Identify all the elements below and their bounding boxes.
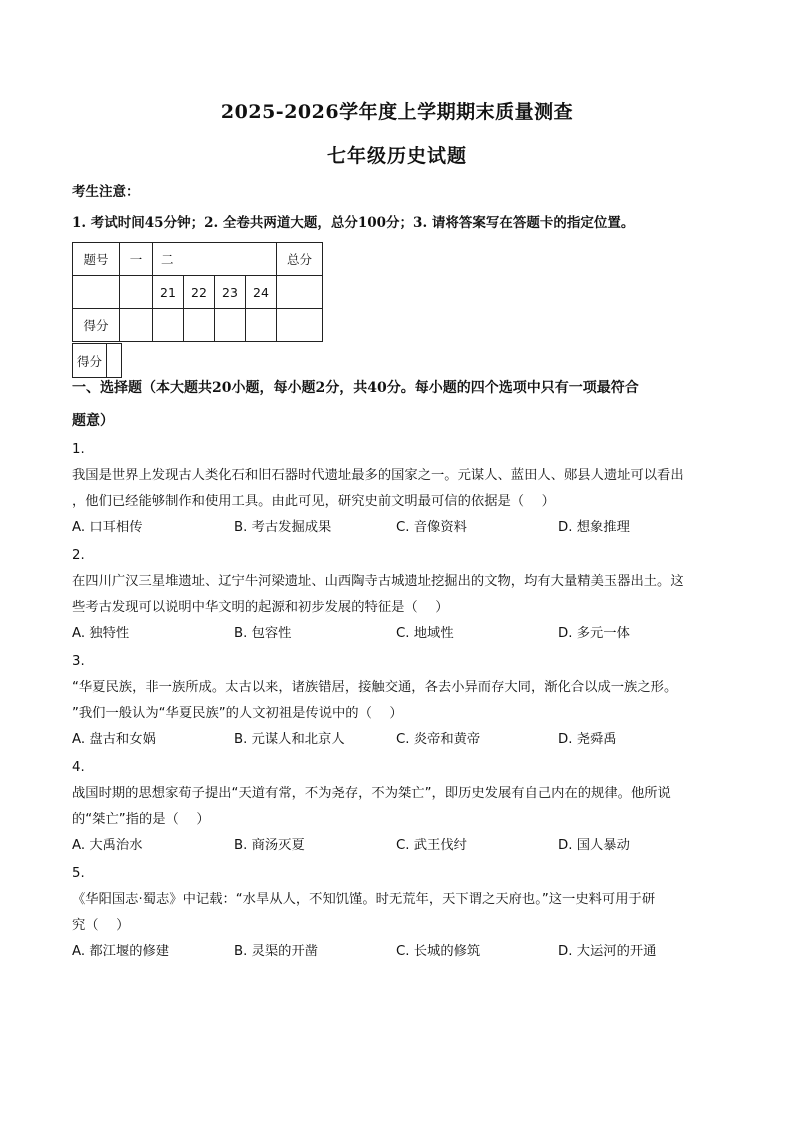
answer-option: D. 多元一体 bbox=[558, 626, 630, 641]
section-heading: 一、选择题（本大题共20小题，每小题2分，共40分。每小题的四个选项中只有一项最符合 bbox=[72, 380, 639, 396]
score-table-part-two bbox=[153, 243, 277, 276]
score-table-cell bbox=[153, 309, 184, 342]
question-options bbox=[72, 515, 722, 541]
question-text: 究（ ） bbox=[72, 918, 130, 933]
question-item bbox=[72, 543, 722, 647]
score-table bbox=[72, 242, 323, 342]
score-table-subnum: 22 bbox=[184, 276, 215, 309]
question-options bbox=[72, 939, 722, 965]
part-two-label: 二 bbox=[161, 252, 174, 267]
score-table-cell bbox=[120, 309, 153, 342]
score-table-cell bbox=[277, 276, 323, 309]
answer-option: C. 武王伐纣 bbox=[396, 838, 467, 853]
question-text: 在四川广汉三星堆遗址、辽宁牛河梁遗址、山西陶寺古城遗址挖掘出的文物，均有大量精美玉器出土。这 bbox=[72, 574, 684, 589]
score-table-total: 总分 bbox=[277, 243, 323, 276]
question-number: 1. bbox=[72, 442, 85, 457]
answer-option: A. 口耳相传 bbox=[72, 520, 143, 535]
answer-option: C. 地域性 bbox=[396, 626, 454, 641]
answer-option: C. 音像资料 bbox=[396, 520, 467, 535]
exam-subtitle: 七年级历史试题 bbox=[326, 145, 467, 167]
question-text: ，他们已经能够制作和使用工具。由此可见，研究史前文明最可信的依据是（ ） bbox=[72, 494, 555, 509]
answer-option: A. 独特性 bbox=[72, 626, 130, 641]
answer-option: A. 大禹治水 bbox=[72, 838, 143, 853]
answer-option: D. 大运河的开通 bbox=[558, 944, 657, 959]
question-item bbox=[72, 861, 722, 965]
score-table-part-one: 一 bbox=[120, 243, 153, 276]
question-text: “华夏民族，非一族所成。太古以来，诸族错居，接触交通，各去小异而存大同，渐化合以成一族之形。 bbox=[72, 680, 678, 695]
answer-option: C. 炎帝和黄帝 bbox=[396, 732, 481, 747]
score-table-subnum: 23 bbox=[215, 276, 246, 309]
notice-heading: 考生注意： bbox=[72, 184, 140, 200]
question-text: 我国是世界上发现古人类化石和旧石器时代遗址最多的国家之一。元谋人、蓝田人、郧县人遗址可以看出 bbox=[72, 468, 684, 483]
question-options bbox=[72, 621, 722, 647]
section-score-box bbox=[72, 343, 122, 378]
score-table-cell bbox=[120, 276, 153, 309]
score-table-subnum: 24 bbox=[246, 276, 277, 309]
answer-option: D. 尧舜禹 bbox=[558, 732, 617, 747]
question-text: 战国时期的思想家荀子提出“天道有常，不为尧存，不为桀亡”，即历史发展有自己内在的规律。他所说 bbox=[72, 786, 671, 801]
question-text: 些考古发现可以说明中华文明的起源和初步发展的特征是（ ） bbox=[72, 600, 449, 615]
answer-option: B. 商汤灭夏 bbox=[234, 838, 305, 853]
question-text: 《华阳国志·蜀志》中记载：“水旱从人，不知饥馑。时无荒年，天下谓之天府也。”这一史料可用于研 bbox=[72, 892, 656, 907]
score-table-score-row bbox=[73, 309, 323, 342]
score-table-cell bbox=[215, 309, 246, 342]
score-table-cell bbox=[277, 309, 323, 342]
exam-title: 2025-2026学年度上学期期末质量测查 bbox=[220, 101, 574, 123]
question-item bbox=[72, 755, 722, 859]
question-number: 5. bbox=[72, 866, 85, 881]
answer-option: A. 盘古和女娲 bbox=[72, 732, 156, 747]
question-number: 4. bbox=[72, 760, 85, 775]
score-table-cell bbox=[73, 276, 120, 309]
question-number: 3. bbox=[72, 654, 85, 669]
question-text: ”我们一般认为“华夏民族”的人文初祖是传说中的（ ） bbox=[72, 706, 403, 721]
score-table-subnum: 21 bbox=[153, 276, 184, 309]
question-item bbox=[72, 437, 722, 541]
section-heading-cont: 题意） bbox=[72, 413, 114, 429]
score-table-cell bbox=[246, 309, 277, 342]
score-table-subnum-row bbox=[73, 276, 323, 309]
answer-option: B. 包容性 bbox=[234, 626, 292, 641]
question-text: 的“桀亡”指的是（ ） bbox=[72, 812, 210, 827]
score-table-header-row bbox=[73, 243, 323, 276]
score-table-score-label: 得分 bbox=[73, 309, 120, 342]
question-options bbox=[72, 833, 722, 859]
section-score-blank bbox=[107, 344, 122, 378]
question-item bbox=[72, 649, 722, 753]
answer-option: B. 元谋人和北京人 bbox=[234, 732, 345, 747]
notice-body: 1. 考试时间45分钟；2. 全卷共两道大题，总分100分；3. 请将答案写在答题卡的指定位置。 bbox=[72, 215, 635, 231]
score-table-label: 题号 bbox=[73, 243, 120, 276]
score-table-cell bbox=[184, 309, 215, 342]
question-number: 2. bbox=[72, 548, 85, 563]
answer-option: B. 考古发掘成果 bbox=[234, 520, 332, 535]
answer-option: B. 灵渠的开凿 bbox=[234, 944, 319, 959]
section-score-label: 得分 bbox=[73, 344, 107, 378]
answer-option: A. 都江堰的修建 bbox=[72, 944, 170, 959]
answer-option: D. 国人暴动 bbox=[558, 838, 630, 853]
answer-option: C. 长城的修筑 bbox=[396, 944, 481, 959]
question-options bbox=[72, 727, 722, 753]
answer-option: D. 想象推理 bbox=[558, 520, 630, 535]
